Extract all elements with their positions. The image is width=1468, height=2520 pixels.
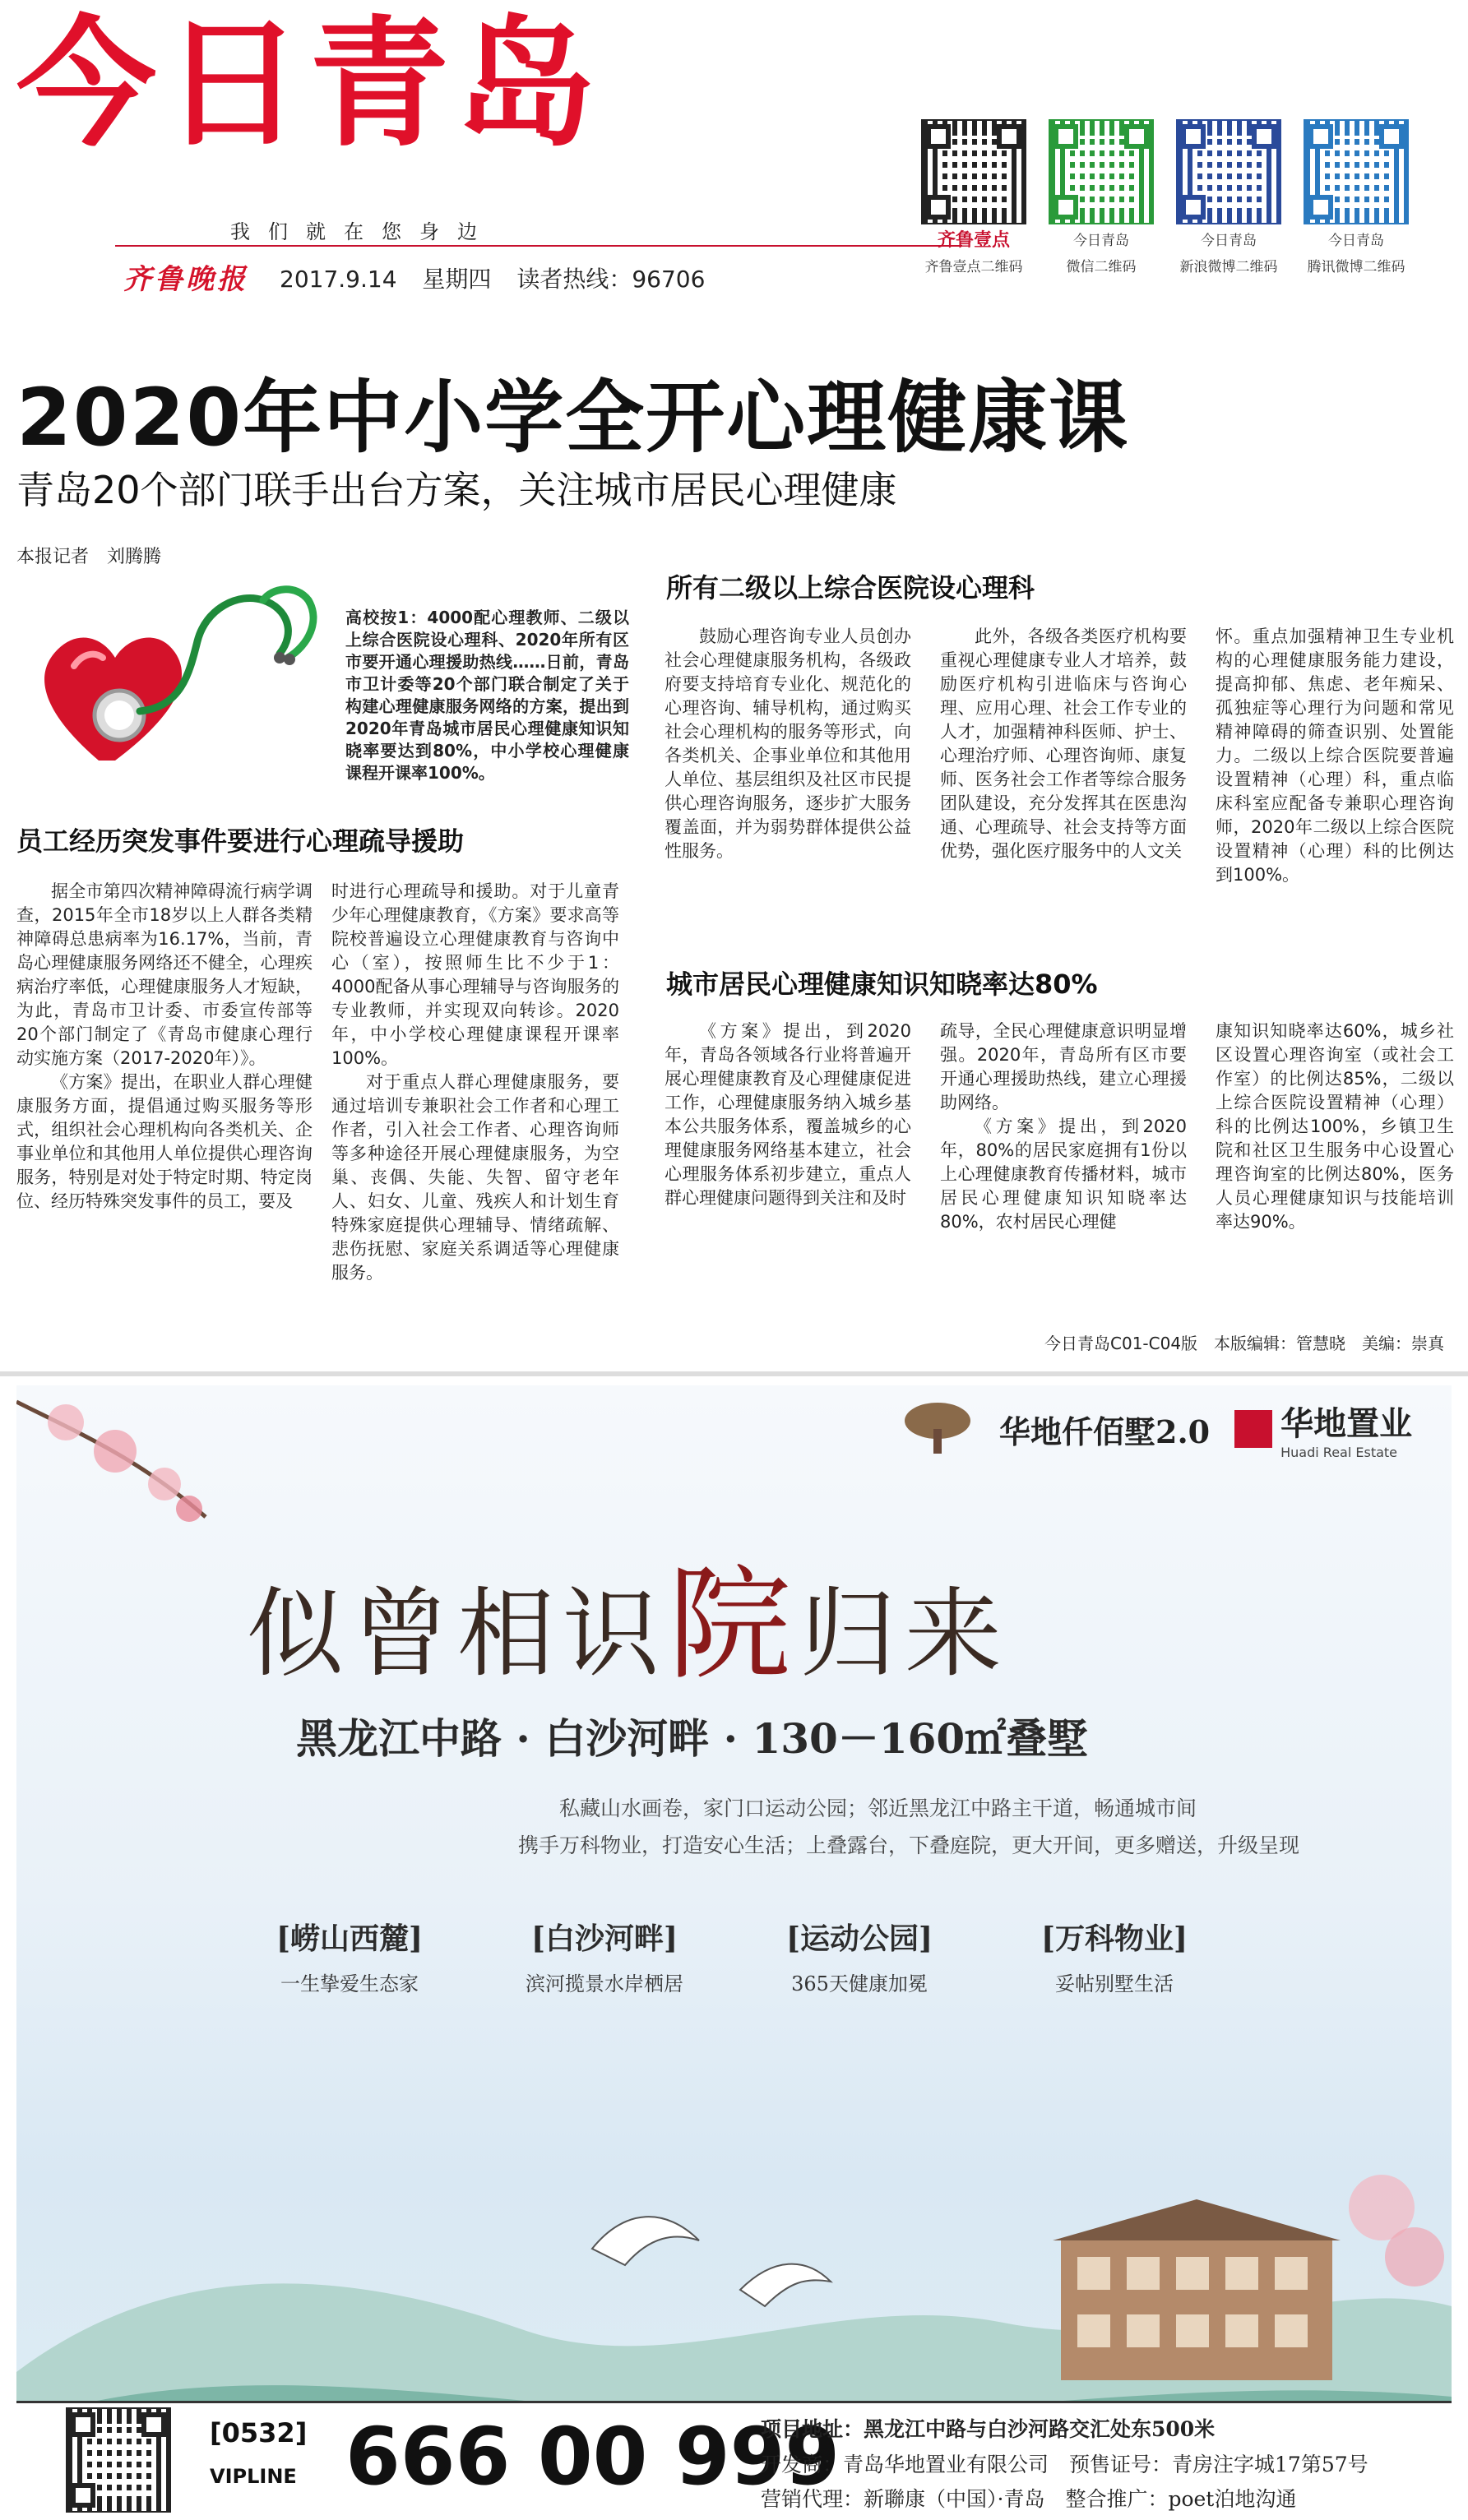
- article-column: [1216, 625, 1454, 887]
- ad-feature: [1003, 1916, 1225, 1996]
- article-column: [665, 1020, 911, 1210]
- section-title: 城市居民心理健康知识知晓率达80%: [666, 969, 1098, 1000]
- ad-feature: [493, 1916, 715, 1996]
- qr-block-qilu: [921, 119, 1026, 277]
- article-column: [1216, 1020, 1454, 1234]
- article-lead: 高校按1：4000配心理教师、二级以上综合医院设心理科、2020年所有区市要开通心理援助热线……日前，青岛市卫计委等20个部门联合制定了关于构建心理健康服务网络的方案，提出到2020年青岛城市居民心理健康知识知晓率要达到80%，中小学校心理健康课程开课率100%。: [345, 608, 629, 783]
- feature-title: [白沙河畔]: [530, 1921, 678, 1956]
- ad-logos: [901, 1398, 1412, 1460]
- ad-headline-accent: 院: [668, 1554, 800, 1697]
- ad-feature: [238, 1916, 461, 1996]
- feature-desc: 一生挚爱生态家: [280, 1972, 419, 1995]
- heart-stethoscope-icon: [25, 576, 337, 781]
- paragraph: 鼓励心理咨询专业人员创办社会心理健康服务机构，各级政府要支持培育专业化、规范化的心理咨询、辅导机构，通过购买社会心理机构的服务等形式，向各类机关、企事业单位和其他用人单位、基层组织及社区市民提供心理咨询服务，逐步扩大服务覆盖面，并为弱势群体提供公益性服务。: [665, 627, 911, 861]
- paragraph: 《方案》提出，到2020年，80%的居民家庭拥有1份以上心理健康教育传播材料，城市居民心理健康知识知晓率达80%，农村居民心理健: [940, 1117, 1187, 1232]
- ad-subheadline: 黑龙江中路 · 白沙河畔 · 130－160㎡叠墅: [296, 1714, 1089, 1763]
- article-column: [940, 625, 1187, 863]
- project-address: 项目地址：黑龙江中路与白沙河路交汇处东500米: [761, 2417, 1216, 2441]
- feature-title: [运动公园]: [785, 1921, 933, 1956]
- section-title: 所有二级以上综合医院设心理科: [666, 572, 1035, 603]
- ad-description: 私藏山水画卷，家门口运动公园；邻近黑龙江中路主干道，畅通城市间: [559, 1796, 1197, 1820]
- ad-phone-number[interactable]: 666 00 999: [345, 2411, 841, 2503]
- byline: 本报记者 刘腾腾: [16, 547, 162, 567]
- ad-headline: [247, 1525, 1010, 1703]
- paragraph: 《方案》提出，在职业人群心理健康服务方面，提倡通过购买服务等形式，组织社会心理机构向各类机关、企事业单位和其他用人单位提供心理咨询服务，特别是对处于特定时期、特定岗位、经历特殊突发事件的员工，要及: [16, 1072, 313, 1211]
- qr-block-tencent: [1304, 119, 1409, 277]
- phone-area-code: [0532]: [210, 2417, 308, 2448]
- ad-feature: [748, 1916, 970, 1996]
- masthead-slogan: 我们就在您身边: [230, 220, 495, 243]
- qr-label: 今日青岛: [1328, 233, 1384, 249]
- company-name: 华地置业: [1280, 1404, 1413, 1443]
- ad-description: 携手万科物业，打造安心生活；上叠露台，下叠庭院，更大开间，更多赠送，升级呈现: [518, 1833, 1300, 1857]
- feature-title: [崂山西麓]: [276, 1921, 424, 1956]
- qr-label: 今日青岛: [1073, 233, 1129, 249]
- paragraph: 康知识知晓率达60%，城乡社区设置心理咨询室（或社会工作室）的比例达85%，二级以上综合医院设置精神（心理）科的比例达100%，乡镇卫生院和社区卫生服务中心设置心理咨询室的比例达80%，医务人员心理健康知识与技能培训率达90%。: [1216, 1021, 1454, 1232]
- dateline: [280, 261, 723, 294]
- feature-desc: 妥帖别墅生活: [1055, 1972, 1174, 1995]
- paragraph: 此外，各级各类医疗机构要重视心理健康专业人才培养，鼓励医疗机构引进临床与咨询心理、应用心理、社会工作专业的人才，加强精神科医师、护士、心理治疗师、心理咨询师、康复师、医务社会工作者等综合服务团队建设，充分发挥其在医患沟通、心理疏导、社会支持等方面优势，强化医疗服务中的人文关: [940, 627, 1187, 861]
- feature-desc: 滨河揽景水岸栖居: [526, 1972, 683, 1995]
- sub-headline: 青岛20个部门联手出台方案，关注城市居民心理健康: [16, 468, 897, 512]
- paper-name: 齐鲁晚报: [123, 263, 248, 296]
- paragraph: 《方案》提出，到2020年，青岛各领域各行业将普遍开展心理健康教育及心理健康促进工作，心理健康服务纳入城乡基本公共服务体系，覆盖城乡的心理健康服务网络基本建立，社会心理服务体系初步建立，重点人群心理健康问题得到关注和及时: [665, 1021, 911, 1208]
- qr-block-wechat: [1049, 119, 1154, 277]
- paragraph: 据全市第四次精神障碍流行病学调查，2015年全市18岁以上人群各类精神障碍总患病率为16.17%，当前，青岛心理健康服务网络还不健全，心理疾病治疗率低，心理健康服务人才短缺，为此，青岛市卫计委、市委宣传部等20个部门制定了《青岛市健康心理行动实施方案（2017-2020年）》。: [16, 881, 313, 1068]
- qr-caption: 新浪微博二维码: [1179, 259, 1278, 275]
- qr-code-icon[interactable]: [1304, 119, 1409, 224]
- ad-headline-post: 归来: [799, 1577, 1011, 1690]
- qr-caption: 腾讯微博二维码: [1307, 259, 1405, 275]
- ad-headline-pre: 似曾相识: [247, 1577, 669, 1690]
- qr-label: 今日青岛: [1201, 233, 1257, 249]
- article-column: [665, 625, 911, 863]
- ad-qr-code-icon[interactable]: [66, 2407, 171, 2513]
- feature-title: [万科物业]: [1040, 1921, 1188, 1956]
- tree-logo-icon: [901, 1400, 975, 1458]
- issue-date: 2017.9.14: [280, 266, 397, 293]
- company-logo-icon: [1234, 1410, 1272, 1448]
- main-headline: 2020年中小学全开心理健康课: [16, 372, 1130, 464]
- masthead-divider: [115, 245, 962, 247]
- section-title: 员工经历突发事件要进行心理疏导援助: [16, 825, 465, 857]
- qr-code-icon[interactable]: [1049, 119, 1154, 224]
- page-divider: [0, 1371, 1468, 1376]
- article-column: [16, 880, 313, 1214]
- article-column: [331, 880, 619, 1285]
- paragraph: 疏导，全民心理健康意识明显增强。2020年，青岛所有区市要开通心理援助热线，建立心理援助网络。: [940, 1021, 1187, 1112]
- company-name-en: Huadi Real Estate: [1280, 1445, 1398, 1460]
- paragraph: 对于重点人群心理健康服务，要通过培训专兼职社会工作者和心理工作者，引入社会工作者、心理咨询师等多种途径开展心理健康服务，为空巢、丧偶、失能、失智、留守老年人、妇女、儿童、残疾人和计划生育特殊家庭提供心理辅导、情绪疏解、悲伤抚慰、家庭关系调适等心理健康服务。: [331, 1072, 619, 1283]
- developer-info: 开发商：青岛华地置业有限公司 预售证号：青房注字城17第57号: [761, 2453, 1368, 2476]
- qr-block-sina: [1176, 119, 1281, 277]
- reader-hotline: 读者热线：96706: [516, 266, 706, 293]
- paragraph: 时进行心理疏导和援助。对于儿童青少年心理健康教育，《方案》要求高等院校普遍设立心理健康教育与咨询中心（室），按照师生比不少于1：4000配备从事心理辅导与咨询服务的专业教师，并实现双向转诊。2020年，中小学校心理健康课程开课率100%。: [331, 881, 619, 1068]
- project-logo: 华地仟佰墅2.0: [999, 1413, 1211, 1450]
- paragraph: 怀。重点加强精神卫生专业机构的心理健康服务能力建设，提高抑郁、焦虑、老年痴呆、孤独症等心理行为问题和常见精神障碍的筛查识别、处置能力。二级以上综合医院要普遍设置精神（心理）科，重点临床科室应配备专兼职心理咨询师，2020年二级以上综合医院设置精神（心理）科的比例达到100%。: [1216, 627, 1454, 885]
- issue-weekday: 星期四: [422, 266, 492, 293]
- agent-info: 营销代理：新聯康（中国）·青岛 整合推广：poet泊地沟通: [761, 2487, 1297, 2511]
- qr-caption: 齐鲁壹点二维码: [924, 259, 1023, 275]
- qr-caption: 微信二维码: [1066, 259, 1137, 275]
- qr-label: 齐鲁壹点: [937, 230, 1010, 251]
- masthead-title: 今日青岛: [16, 3, 603, 166]
- qr-code-icon[interactable]: [1176, 119, 1281, 224]
- article-column: [940, 1020, 1187, 1234]
- vipline-label: VIPLINE: [210, 2465, 297, 2488]
- page-credit: 今日青岛C01-C04版 本版编辑：管慧晓 美编：崇真: [1044, 1334, 1445, 1353]
- qr-code-icon[interactable]: [921, 119, 1026, 224]
- feature-desc: 365天健康加冕: [791, 1972, 928, 1995]
